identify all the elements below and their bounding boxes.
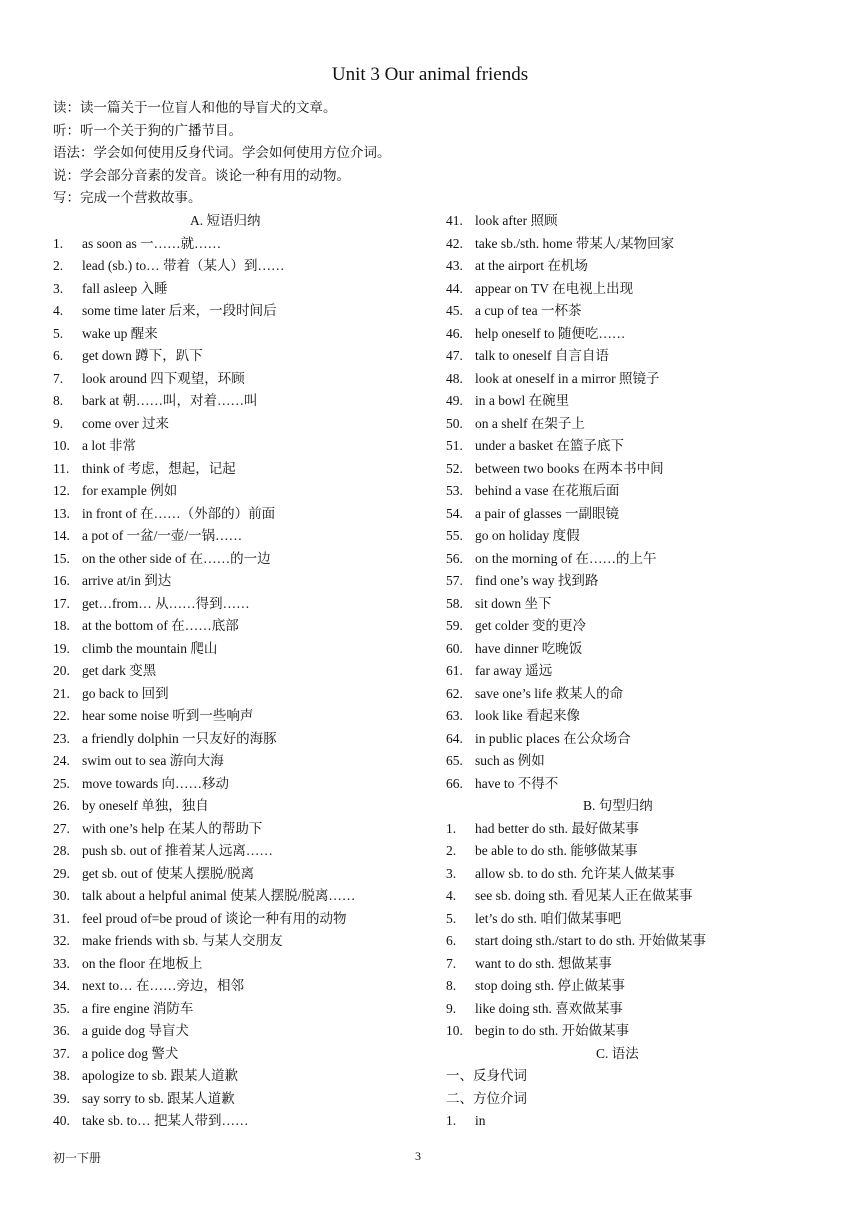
item-text: see sb. doing sth. 看见某人正在做某事	[475, 888, 693, 903]
list-item	[446, 728, 836, 751]
item-text: a lot 非常	[82, 438, 136, 453]
list-item	[446, 773, 836, 796]
list-item	[446, 638, 836, 661]
list-item	[53, 368, 443, 391]
item-number: 51.	[446, 438, 463, 453]
item-number: 53.	[446, 483, 463, 498]
item-text: find one’s way 找到路	[475, 573, 599, 588]
item-text: get dark 变黑	[82, 663, 157, 678]
list-item	[446, 750, 836, 773]
item-text: make friends with sb. 与某人交朋友	[82, 933, 283, 948]
item-number: 18.	[53, 618, 70, 633]
item-text: feel proud of=be proud of 谈论一种有用的动物	[82, 910, 347, 926]
item-text: on a shelf 在架子上	[475, 415, 585, 431]
list-item	[446, 210, 836, 233]
list-item	[53, 998, 443, 1021]
list-item	[53, 1043, 443, 1066]
item-number: 22.	[53, 708, 70, 723]
item-text: have to 不得不	[475, 775, 559, 791]
item-number: 8.	[53, 393, 64, 408]
item-text: as soon as 一……就……	[82, 235, 222, 251]
item-number: 3.	[53, 280, 64, 296]
list-item	[446, 683, 836, 706]
item-number: 4.	[446, 888, 457, 903]
item-text: on the floor 在地板上	[82, 955, 203, 971]
list-item	[446, 503, 836, 526]
item-number: 64.	[446, 730, 463, 746]
item-text: let’s do sth. 咱们做某事吧	[475, 910, 622, 926]
item-number: 11.	[53, 460, 70, 476]
intro-line: 语法：学会如何使用反身代词。学会如何使用方位介词。	[53, 145, 391, 160]
item-number: 5.	[446, 910, 457, 926]
item-number: 4.	[53, 303, 64, 318]
item-text: wake up 醒来	[82, 325, 158, 341]
list-item	[446, 323, 836, 346]
list-item	[53, 908, 443, 931]
item-number: 45.	[446, 303, 463, 318]
item-text: a police dog 警犬	[82, 1045, 179, 1061]
item-text: move towards 向……移动	[82, 775, 229, 791]
list-item	[446, 480, 836, 503]
item-text: begin to do sth. 开始做某事	[475, 1023, 630, 1038]
item-number: 61.	[446, 663, 463, 678]
item-text: some time later 后来，一段时间后	[82, 303, 277, 318]
item-text: hear some noise 听到一些响声	[82, 708, 254, 723]
list-item	[446, 435, 836, 458]
item-number: 60.	[446, 640, 463, 656]
list-item	[446, 998, 836, 1021]
list-item	[446, 300, 836, 323]
item-number: 23.	[53, 730, 70, 746]
list-item	[446, 908, 836, 931]
list-item	[53, 728, 443, 751]
list-item	[446, 525, 836, 548]
item-number: 1.	[446, 820, 457, 836]
item-text: bark at 朝……叫，对着……叫	[82, 393, 258, 408]
list-item	[446, 863, 836, 886]
list-item	[53, 413, 443, 436]
list-item	[53, 255, 443, 278]
item-text: look after 照顾	[475, 213, 558, 228]
list-item	[53, 818, 443, 841]
item-text: a friendly dolphin 一只友好的海豚	[82, 730, 277, 746]
item-text: be able to do sth. 能够做某事	[475, 843, 638, 858]
item-number: 20.	[53, 663, 70, 678]
item-number: 19.	[53, 640, 70, 656]
item-number: 43.	[446, 258, 463, 273]
item-number: 65.	[446, 753, 463, 768]
item-number: 41.	[446, 213, 463, 228]
list-item	[446, 458, 836, 481]
item-text: swim out to sea 游向大海	[82, 753, 224, 768]
item-text: apologize to sb. 跟某人道歉	[82, 1068, 238, 1083]
item-number: 13.	[53, 505, 70, 521]
list-item	[446, 233, 836, 256]
list-item	[53, 570, 443, 593]
item-number: 8.	[446, 978, 457, 993]
item-text: a pair of glasses 一副眼镜	[475, 505, 619, 521]
item-text: such as 例如	[475, 753, 545, 768]
list-item	[446, 368, 836, 391]
list-item	[53, 638, 443, 661]
item-number: 57.	[446, 573, 463, 588]
list-item	[53, 1020, 443, 1043]
item-text: arrive at/in 到达	[82, 573, 172, 588]
list-item	[53, 795, 443, 818]
list-item	[53, 345, 443, 368]
list-item	[446, 975, 836, 998]
item-text: far away 遥远	[475, 663, 553, 678]
item-text: like doing sth. 喜欢做某事	[475, 1000, 623, 1016]
list-item	[53, 233, 443, 256]
item-number: 55.	[446, 528, 463, 543]
item-number: 40.	[53, 1113, 70, 1128]
list-item	[446, 930, 836, 953]
list-item	[446, 413, 836, 436]
list-item	[446, 705, 836, 728]
item-text: push sb. out of 推着某人远离……	[82, 843, 273, 858]
item-number: 21.	[53, 685, 70, 701]
item-text: between two books 在两本书中间	[475, 460, 664, 476]
item-number: 47.	[446, 348, 463, 363]
list-item	[446, 660, 836, 683]
item-text: get colder 变的更冷	[475, 618, 586, 633]
item-number: 10.	[446, 1023, 463, 1038]
section-c-heading: C. 语法	[596, 1045, 639, 1061]
item-number: 1.	[53, 235, 64, 251]
list-item	[446, 953, 836, 976]
item-text: start doing sth./start to do sth. 开始做某事	[475, 933, 706, 948]
item-number: 32.	[53, 933, 70, 948]
item-number: 31.	[53, 910, 70, 926]
list-item	[53, 390, 443, 413]
item-text: have dinner 吃晚饭	[475, 640, 583, 656]
list-item	[53, 705, 443, 728]
item-number: 16.	[53, 573, 70, 588]
item-text: take sb. to… 把某人带到……	[82, 1113, 249, 1128]
item-number: 6.	[446, 933, 457, 948]
item-text: stop doing sth. 停止做某事	[475, 978, 626, 993]
intro-block	[53, 97, 391, 210]
list-item	[53, 593, 443, 616]
list-item	[53, 1088, 443, 1111]
item-number: 37.	[53, 1045, 70, 1061]
item-number: 59.	[446, 618, 463, 633]
item-text: get sb. out of 使某人摆脱/脱离	[82, 865, 255, 881]
list-item	[446, 570, 836, 593]
item-text: look around 四下观望，环顾	[82, 370, 245, 386]
item-text: go on holiday 度假	[475, 528, 580, 543]
item-text: next to… 在……旁边，相邻	[82, 978, 244, 993]
item-number: 3.	[446, 865, 457, 881]
item-number: 39.	[53, 1090, 70, 1106]
list-item	[446, 615, 836, 638]
item-number: 2.	[446, 843, 457, 858]
item-number: 58.	[446, 595, 463, 611]
list-item	[446, 818, 836, 841]
right-column	[446, 210, 836, 1133]
item-text: lead (sb.) to… 带着（某人）到……	[82, 258, 285, 273]
item-text: climb the mountain 爬山	[82, 640, 218, 656]
item-number: 33.	[53, 955, 70, 971]
list-item	[53, 683, 443, 706]
item-text: help oneself to 随便吃……	[475, 325, 626, 341]
item-text: at the bottom of 在……底部	[82, 618, 239, 633]
list-item	[446, 345, 836, 368]
item-text: get…from… 从……得到……	[82, 595, 250, 611]
list-item	[446, 278, 836, 301]
item-text: a fire engine 消防车	[82, 1000, 194, 1016]
item-text: come over 过来	[82, 415, 169, 431]
item-number: 56.	[446, 550, 463, 566]
list-item	[53, 525, 443, 548]
list-item	[53, 615, 443, 638]
item-number: 36.	[53, 1023, 70, 1038]
item-number: 62.	[446, 685, 463, 701]
item-number: 66.	[446, 775, 463, 791]
list-item	[446, 593, 836, 616]
list-item	[53, 458, 443, 481]
list-item	[53, 930, 443, 953]
item-text: fall asleep 入睡	[82, 280, 168, 296]
item-text: look at oneself in a mirror 照镜子	[475, 370, 660, 386]
list-item	[53, 503, 443, 526]
item-text: by oneself 单独，独自	[82, 798, 209, 813]
list-item	[53, 323, 443, 346]
list-item	[53, 300, 443, 323]
item-number: 12.	[53, 483, 70, 498]
item-text: with one’s help 在某人的帮助下	[82, 820, 263, 836]
item-text: on the morning of 在……的上午	[475, 550, 657, 566]
page-number: 3	[415, 1149, 421, 1163]
page-title: Unit 3 Our animal friends	[331, 64, 529, 85]
item-number: 34.	[53, 978, 70, 993]
list-item	[53, 660, 443, 683]
left-column	[53, 210, 443, 1133]
list-item	[446, 548, 836, 571]
item-text: on the other side of 在……的一边	[82, 550, 271, 566]
item-number: 14.	[53, 528, 70, 543]
section-b-heading: B. 句型归纳	[583, 798, 653, 813]
item-number: 15.	[53, 550, 70, 566]
item-number: 9.	[53, 415, 64, 431]
grammar-line: 二、方位介词	[446, 1090, 527, 1106]
item-number: 48.	[446, 370, 463, 386]
item-text: in front of 在……（外部的）前面	[82, 505, 276, 521]
footer-label: 初一下册	[53, 1151, 102, 1165]
list-item	[53, 953, 443, 976]
item-text: sit down 坐下	[475, 595, 552, 611]
item-number: 30.	[53, 888, 70, 903]
item-number: 38.	[53, 1068, 70, 1083]
item-number: 1.	[446, 1113, 457, 1128]
list-item	[53, 773, 443, 796]
section-a-heading: A. 短语归纳	[190, 213, 261, 228]
item-number: 50.	[446, 415, 463, 431]
list-item	[53, 1065, 443, 1088]
item-text: save one’s life 救某人的命	[475, 685, 624, 701]
intro-line: 说：学会部分音素的发音。谈论一种有用的动物。	[53, 167, 350, 183]
list-item	[53, 975, 443, 998]
item-number: 49.	[446, 393, 463, 408]
item-text: behind a vase 在花瓶后面	[475, 483, 620, 498]
list-item	[53, 840, 443, 863]
list-item	[53, 278, 443, 301]
item-number: 44.	[446, 280, 463, 296]
list-item	[446, 1110, 836, 1133]
item-text: in public places 在公众场合	[475, 730, 631, 746]
item-number: 54.	[446, 505, 463, 521]
item-text: a guide dog 导盲犬	[82, 1023, 189, 1038]
item-text: at the airport 在机场	[475, 258, 588, 273]
item-number: 52.	[446, 460, 463, 476]
item-number: 7.	[446, 955, 457, 971]
item-number: 26.	[53, 798, 70, 813]
item-text: a pot of 一盆/一壶/一锅……	[82, 528, 243, 543]
item-number: 5.	[53, 325, 64, 341]
item-text: appear on TV 在电视上出现	[475, 280, 634, 296]
list-item	[53, 435, 443, 458]
item-number: 29.	[53, 865, 70, 881]
list-item	[446, 255, 836, 278]
list-item	[53, 885, 443, 908]
item-text: take sb./sth. home 带某人/某物回家	[475, 235, 675, 251]
item-number: 42.	[446, 235, 463, 251]
item-text: in	[475, 1113, 486, 1128]
item-text: had better do sth. 最好做某事	[475, 820, 639, 836]
item-number: 17.	[53, 595, 70, 611]
list-item	[446, 1020, 836, 1043]
item-number: 7.	[53, 370, 64, 386]
item-text: a cup of tea 一杯茶	[475, 303, 582, 318]
item-text: in a bowl 在碗里	[475, 393, 570, 408]
list-item	[53, 750, 443, 773]
list-item	[53, 480, 443, 503]
item-text: get down 蹲下，趴下	[82, 348, 203, 363]
list-item	[53, 863, 443, 886]
item-number: 6.	[53, 348, 64, 363]
item-number: 10.	[53, 438, 70, 453]
item-number: 27.	[53, 820, 70, 836]
item-number: 35.	[53, 1000, 70, 1016]
item-text: talk about a helpful animal 使某人摆脱/脱离……	[82, 888, 356, 903]
item-text: want to do sth. 想做某事	[475, 955, 612, 971]
item-number: 63.	[446, 708, 463, 723]
list-item	[53, 1110, 443, 1133]
list-item	[446, 390, 836, 413]
intro-line: 写：完成一个营救故事。	[53, 190, 202, 205]
grammar-line: 一、反身代词	[446, 1068, 527, 1083]
item-text: say sorry to sb. 跟某人道歉	[82, 1090, 235, 1106]
item-text: allow sb. to do sth. 允许某人做某事	[475, 865, 675, 881]
item-number: 24.	[53, 753, 70, 768]
intro-line: 听：听一个关于狗的广播节目。	[53, 122, 242, 138]
list-item	[446, 885, 836, 908]
item-text: look like 看起来像	[475, 708, 580, 723]
item-text: think of 考虑，想起，记起	[82, 460, 236, 476]
item-number: 9.	[446, 1000, 457, 1016]
item-number: 46.	[446, 325, 463, 341]
item-number: 2.	[53, 258, 64, 273]
intro-line: 读：读一篇关于一位盲人和他的导盲犬的文章。	[53, 100, 337, 115]
item-text: talk to oneself 自言自语	[475, 348, 609, 363]
item-text: for example 例如	[82, 483, 178, 498]
item-number: 28.	[53, 843, 70, 858]
item-text: go back to 回到	[82, 685, 169, 701]
item-number: 25.	[53, 775, 70, 791]
item-text: under a basket 在篮子底下	[475, 438, 624, 453]
list-item	[446, 840, 836, 863]
list-item	[53, 548, 443, 571]
